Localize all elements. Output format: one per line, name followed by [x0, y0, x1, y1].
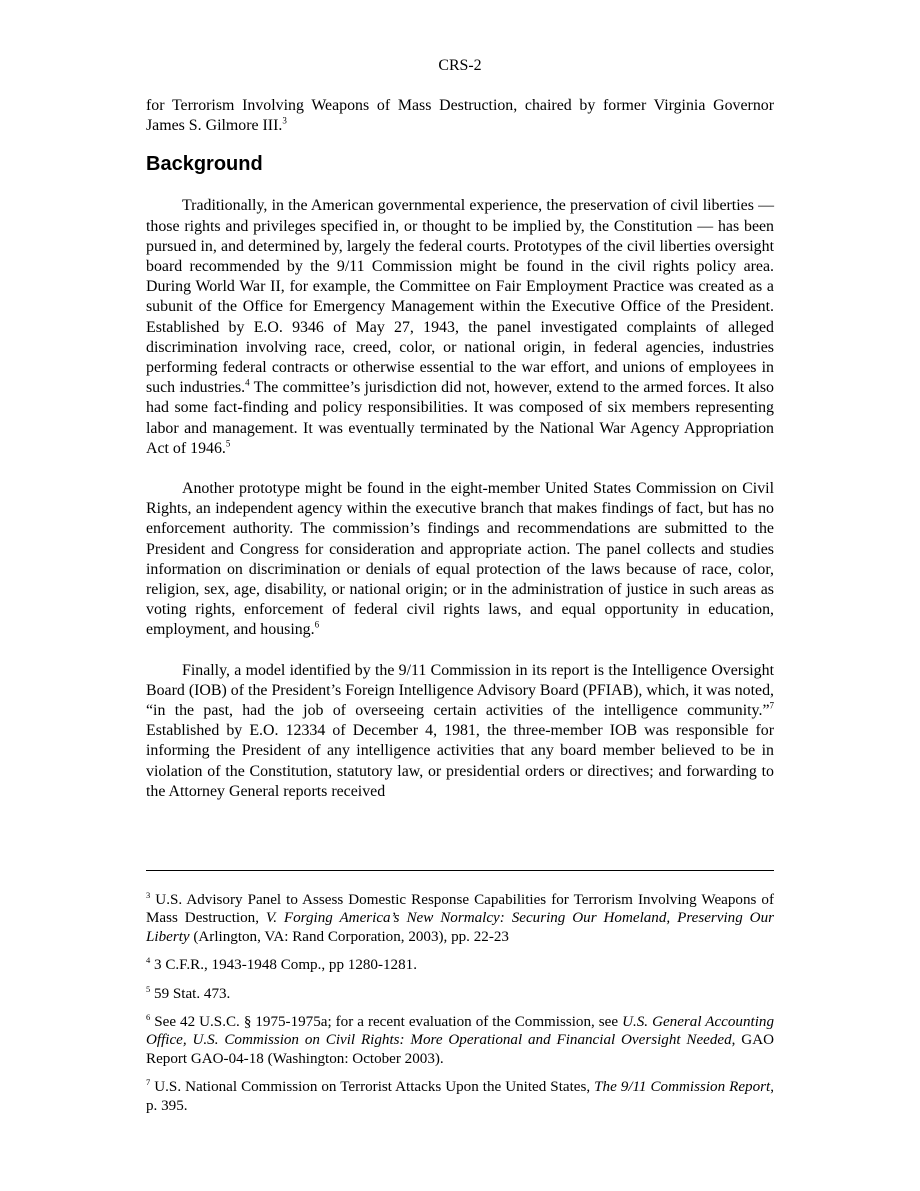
footnote-title: The 9/11 Commission Report	[594, 1079, 771, 1096]
page-header: CRS-2	[438, 57, 482, 74]
footnote-text: , p. 395.	[146, 1079, 774, 1114]
footnote-text: See 42 U.S.C. § 1975-1975a; for a recent evaluation of the Commission, see	[150, 1014, 623, 1031]
footnote-title: V. Forging America’s New Normalcy: Securing Our Homeland, Preserving Our Liberty	[146, 910, 775, 945]
section-heading: Background	[146, 153, 263, 176]
paragraph-3	[146, 661, 774, 802]
footnote-text: U.S. National Commission on Terrorist Attacks Upon the United States,	[150, 1079, 595, 1096]
footnote-3	[146, 891, 774, 946]
footnote-number: 7	[146, 1077, 151, 1088]
footnote-ref-6: 6	[314, 620, 320, 631]
paragraph-gap	[146, 459, 774, 479]
paragraph-1-part-1: Traditionally, in the American governmental experience, the preservation of civil liberties — those rights and privileges specified in, or thought to be implied by, the Constitution — has been pursued in, and determined by, largely the federal courts. Prototypes of the civil liberties oversight board recommended by the 9/11 Commission might be found in the civil rights policy area. During World War II, for example, the Committee on Fair Employment Practice was created as a subunit of the Office for Emergency Management within the Executive Office of the President. Established by E.O. 9346 of May 27, 1943, the panel investigated complaints of alleged discrimination involving race, creed, color, or national origin, in federal agencies, industries performing federal contracts or otherwise essential to the war effort, and unions of employees in such industries.	[146, 197, 774, 397]
paragraph-1	[146, 196, 774, 459]
footnote-divider	[146, 870, 774, 871]
footnote-number: 6	[146, 1012, 151, 1022]
footnote-text: 59 Stat. 473.	[150, 985, 231, 1002]
footnote-text: (Arlington, VA: Rand Corporation, 2003), pp. 22-23	[189, 928, 509, 945]
footnote-number: 3	[146, 889, 151, 900]
footnotes	[146, 891, 774, 1125]
footnote-number: 5	[146, 983, 151, 994]
paragraph-2-text: Another prototype might be found in the eight-member United States Commission on Civil Rights, an independent agency within the executive branch that makes findings of fact, but has no enforcement authority. The commission’s findings and recommendations are submitted to the President and Congress for consideration and appropriate action. The panel collects and studies information on discrimination or denials of equal protection of the laws because of race, color, religion, sex, age, disability, or national origin; or in the administration of justice in such areas as voting rights, enforcement of federal civil rights laws, and equal opportunity in education, employment, and housing.	[146, 480, 774, 639]
footnote-7	[146, 1078, 774, 1115]
footnote-ref-5: 5	[225, 438, 231, 449]
footnote-text: , GAO Report GAO-04-18 (Washington: October 2003).	[146, 1032, 774, 1067]
footnote-title: U.S. General Accounting Office, U.S. Commission on Civil Rights: More Operational and Financial Oversight Needed	[146, 1014, 774, 1049]
paragraph-2	[146, 479, 774, 641]
footnote-text: 3 C.F.R., 1943-1948 Comp., pp 1280-1281.	[150, 957, 417, 974]
footnote-ref-4: 4	[245, 377, 250, 388]
continuation-text: for Terrorism Involving Weapons of Mass Destruction, chaired by former Virginia Governor James S. Gilmore III.	[146, 97, 774, 135]
continuation-paragraph	[146, 96, 774, 136]
footnote-number: 4	[146, 955, 151, 966]
footnote-4	[146, 956, 774, 974]
body-text	[146, 96, 774, 802]
footnote-5	[146, 985, 774, 1003]
footnote-text: U.S. Advisory Panel to Assess Domestic Response Capabilities for Terrorism Involving Weapons of Mass Destruction,	[146, 892, 774, 927]
footnote-6	[146, 1013, 774, 1068]
paragraph-3-part-1: Finally, a model identified by the 9/11 Commission in its report is the Intelligence Oversight Board (IOB) of the President’s Foreign Intelligence Advisory Board (PFIAB), which, it was noted, “in the past, had the job of overseeing certain activities of the intelligence community.”	[146, 661, 774, 720]
footnote-ref-3: 3	[282, 115, 287, 126]
paragraph-gap	[146, 641, 774, 661]
paragraph-3-part-2: Established by E.O. 12334 of December 4, 1981, the three-member IOB was responsible for informing the President of any intelligence activities that any board member believed to be in violation of the Constitution, statutory law, or presidential orders or directives; and forwarding to the Attorney General reports received	[146, 722, 774, 800]
paragraph-1-part-2: The committee’s jurisdiction did not, however, extend to the armed forces. It also had some fact-finding and policy responsibilities. It was composed of six members representing labor and management. It was eventually terminated by the National War Agency Appropriation Act of 1946.	[146, 379, 774, 457]
footnote-ref-7: 7	[769, 700, 774, 711]
